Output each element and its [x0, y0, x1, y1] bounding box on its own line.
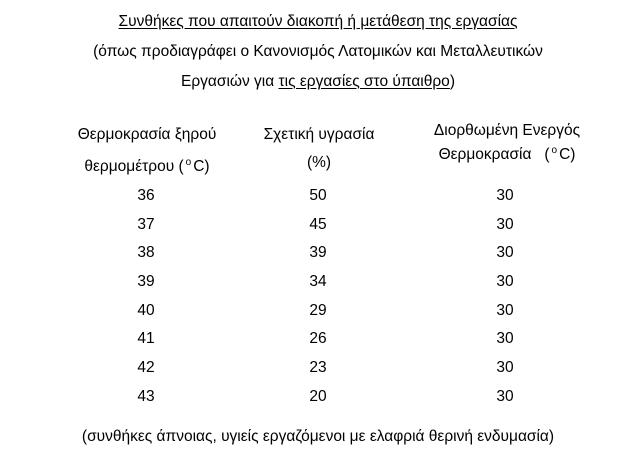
table-row — [0, 301, 636, 330]
table-row — [0, 243, 636, 272]
table-row — [0, 215, 636, 244]
table-row — [0, 329, 636, 358]
header-dry-temperature-line-2-post: C) — [193, 158, 210, 175]
degree-symbol: o — [551, 145, 558, 156]
cell-dry-temperature: 37 — [137, 215, 155, 233]
subtitle-line-2 — [0, 72, 636, 92]
cell-dry-temperature: 38 — [137, 244, 155, 262]
cell-humidity: 20 — [309, 387, 327, 405]
cell-humidity: 34 — [309, 273, 327, 291]
table-row — [0, 186, 636, 215]
header-effective-line-2 — [402, 141, 612, 165]
header-humidity-line-2: (%) — [306, 154, 332, 171]
table-row — [0, 358, 636, 387]
cell-dry-temperature: 43 — [137, 387, 155, 405]
subtitle-line-1: (όπως προδιαγράφει ο Κανονισμός Λατομικών και Μεταλλευτικών — [93, 43, 543, 60]
cell-effective-temperature: 30 — [496, 359, 514, 377]
cell-effective-temperature: 30 — [496, 244, 514, 262]
table-row — [0, 272, 636, 301]
header-effective-temperature — [402, 121, 612, 165]
cell-humidity: 23 — [309, 359, 327, 377]
cell-effective-temperature: 30 — [496, 330, 514, 348]
subtitle-line-2-prefix: Εργασιών για — [181, 73, 279, 90]
cell-humidity: 26 — [309, 330, 327, 348]
subtitle-line-2-emphasis: τις εργασίες στο ύπαιθρο — [278, 73, 450, 90]
header-dry-temperature-line-2-pre: θερμομέτρου ( — [84, 158, 184, 175]
header-dry-temperature-line-2 — [52, 149, 242, 181]
degree-symbol: o — [185, 157, 192, 168]
table-row — [0, 387, 636, 416]
footnote: (συνθήκες άπνοιας, υγιείς εργαζόμενοι με ελαφριά θερινή ενδυμασία) — [81, 428, 555, 445]
cell-dry-temperature: 41 — [137, 330, 155, 348]
header-effective-line-2-pre: Θερμοκρασία ( — [438, 146, 550, 163]
cell-dry-temperature: 36 — [137, 187, 155, 204]
header-dry-temperature-line-1: Θερμοκρασία ξηρού — [77, 126, 217, 143]
cell-dry-temperature: 40 — [137, 301, 155, 319]
data-table — [0, 186, 636, 416]
subtitle-line-2-suffix: ) — [449, 73, 455, 90]
cell-effective-temperature: 30 — [496, 387, 514, 405]
cell-humidity: 45 — [309, 215, 327, 233]
cell-humidity: 50 — [309, 187, 327, 204]
cell-dry-temperature: 42 — [137, 359, 155, 377]
cell-dry-temperature: 39 — [137, 273, 155, 291]
cell-effective-temperature: 30 — [496, 215, 514, 233]
cell-effective-temperature: 30 — [496, 187, 514, 204]
header-dry-temperature — [52, 121, 242, 181]
cell-effective-temperature: 30 — [496, 273, 514, 291]
cell-humidity: 29 — [309, 301, 327, 319]
header-effective-line-2-post: C) — [559, 146, 576, 163]
cell-effective-temperature: 30 — [496, 301, 514, 319]
cell-humidity: 39 — [309, 244, 327, 262]
header-humidity-line-1: Σχετική υγρασία — [263, 126, 375, 143]
header-effective-line-1: Διορθωμένη Ενεργός — [433, 122, 581, 139]
header-relative-humidity — [238, 121, 400, 177]
document-title: Συνθήκες που απαιτούν διακοπή ή μετάθεση της εργασίας — [118, 13, 518, 30]
